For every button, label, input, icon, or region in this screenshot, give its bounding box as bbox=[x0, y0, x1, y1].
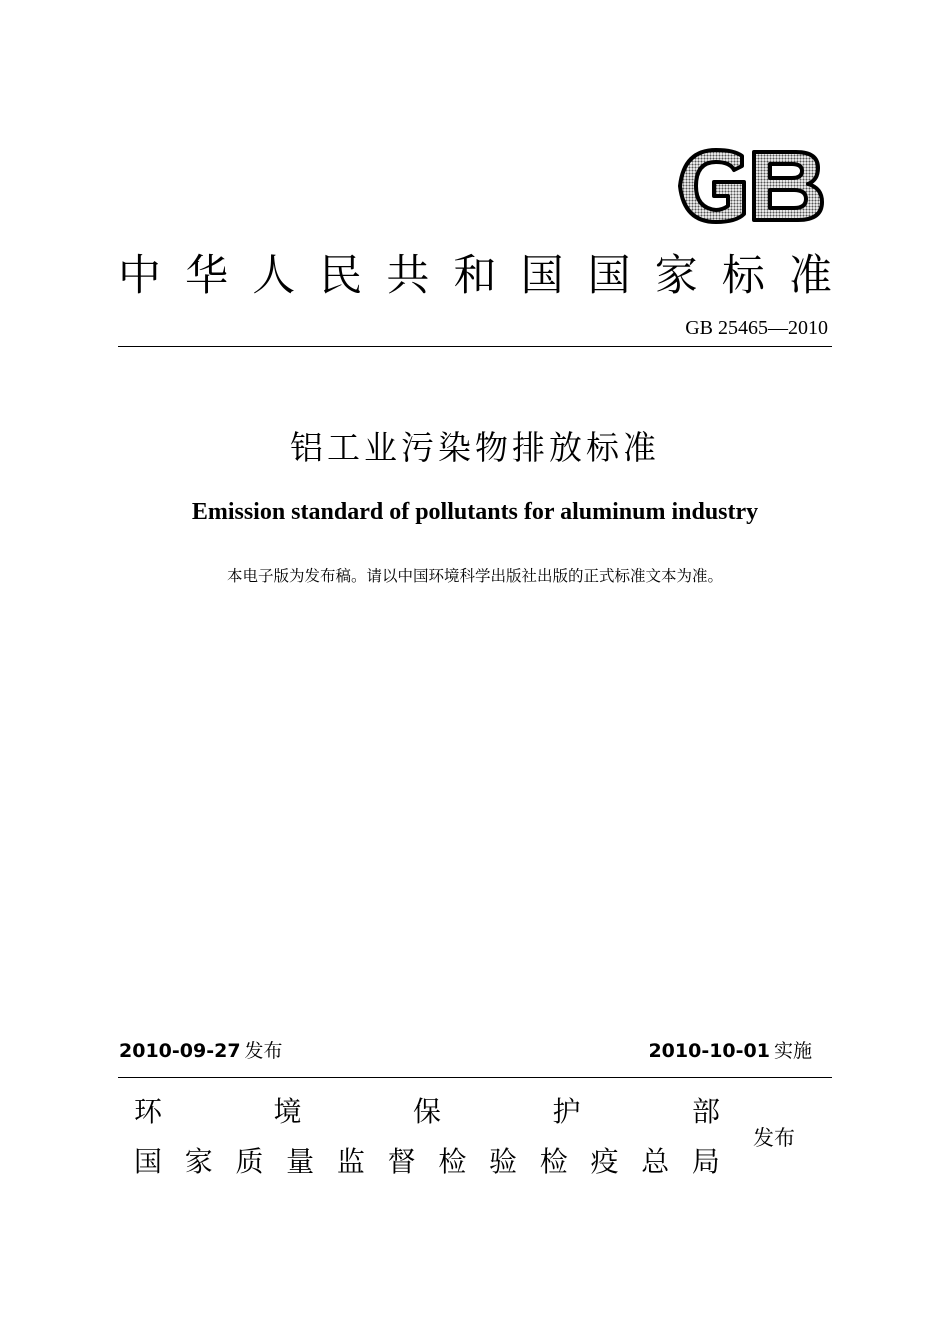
gb-standard-logo bbox=[676, 148, 824, 224]
national-heading-char: 准 bbox=[788, 251, 832, 301]
issuer-2-char: 检 bbox=[539, 1145, 568, 1178]
national-heading-char: 家 bbox=[654, 251, 698, 301]
issuer-1-char: 护 bbox=[552, 1095, 581, 1128]
national-heading-char: 人 bbox=[252, 251, 296, 301]
issuer-2-char: 监 bbox=[336, 1145, 365, 1178]
issuer-aqsiq bbox=[134, 1142, 720, 1182]
issuer-2-char: 家 bbox=[184, 1145, 213, 1178]
national-standard-heading bbox=[118, 248, 832, 304]
standard-title-english: Emission standard of pollutants for aluminum industry bbox=[191, 499, 759, 525]
footer-divider bbox=[118, 1077, 832, 1078]
national-heading-char: 和 bbox=[453, 251, 497, 301]
implementation-label: 实施 bbox=[773, 1040, 812, 1062]
edition-note: 本电子版为发布稿。请以中国环境科学出版社出版的正式标准文本为准。 bbox=[226, 567, 723, 585]
implementation-date: 2010-10-01 bbox=[648, 1040, 770, 1062]
issuer-2-char: 验 bbox=[489, 1145, 518, 1178]
issuer-2-char: 督 bbox=[387, 1145, 416, 1178]
issue-date-line bbox=[119, 1038, 283, 1064]
issuer-2-char: 总 bbox=[641, 1145, 670, 1178]
national-heading-char: 标 bbox=[721, 251, 765, 301]
issuer-2-char: 检 bbox=[438, 1145, 467, 1178]
national-heading-char: 国 bbox=[520, 251, 564, 301]
publish-label: 发布 bbox=[753, 1126, 795, 1150]
issuer-1-char: 境 bbox=[273, 1095, 302, 1128]
issuer-2-char: 国 bbox=[134, 1145, 163, 1178]
national-heading-char: 国 bbox=[587, 251, 631, 301]
issuer-2-char: 局 bbox=[691, 1145, 720, 1178]
issuer-1-char: 保 bbox=[412, 1095, 441, 1128]
national-heading-char: 华 bbox=[185, 251, 229, 301]
gb-logo-icon bbox=[676, 148, 824, 224]
national-heading-char: 中 bbox=[118, 251, 161, 301]
implementation-date-line bbox=[648, 1038, 812, 1064]
issue-label: 发布 bbox=[244, 1040, 283, 1062]
national-heading-char: 民 bbox=[319, 251, 363, 301]
issuer-2-char: 质 bbox=[235, 1145, 264, 1178]
national-heading-char: 共 bbox=[386, 251, 430, 301]
issuer-2-char: 量 bbox=[286, 1145, 315, 1178]
issuer-2-char: 疫 bbox=[590, 1145, 619, 1178]
standard-number: GB 25465—2010 bbox=[685, 317, 828, 339]
issue-date: 2010-09-27 bbox=[119, 1040, 241, 1062]
issuer-ministry-environmental-protection bbox=[134, 1092, 720, 1132]
issuer-1-char: 环 bbox=[134, 1095, 163, 1128]
standard-title-chinese: 铝工业污染物排放标准 bbox=[290, 428, 660, 467]
header-divider bbox=[118, 346, 832, 347]
issuer-1-char: 部 bbox=[691, 1095, 720, 1128]
